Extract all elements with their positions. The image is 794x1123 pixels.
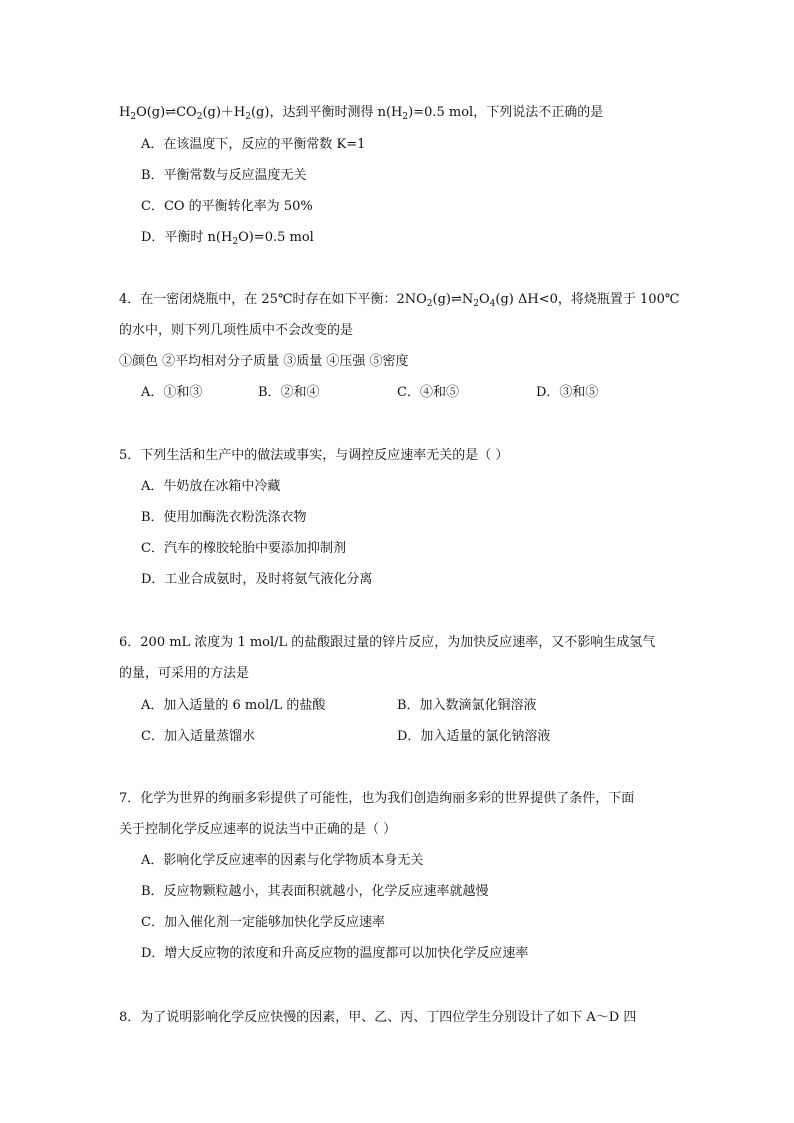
q5-option-d: D．工业合成氨时，及时将氨气液化分离	[141, 572, 373, 587]
q7-stem-line1: 7．化学为世界的绚丽多彩提供了可能性，也为我们创造绚丽多彩的世界提供了条件，下面	[119, 791, 635, 806]
q4-option-b: B．②和④	[258, 385, 320, 400]
q6-stem-line2: 的量，可采用的方法是	[119, 666, 250, 681]
q3-option-b: B．平衡常数与反应温度无关	[141, 168, 307, 183]
q4-option-c: C．④和⑤	[397, 385, 459, 400]
q3-option-c: C．CO 的平衡转化率为 50%	[141, 199, 313, 214]
q4-option-a: A．①和③	[141, 385, 203, 400]
q4-stem-line2: 的水中，则下列几项性质中不会改变的是	[119, 323, 354, 338]
q4-option-d: D．③和⑤	[536, 385, 599, 400]
q6-option-a: A．加入适量的 6 mol/L 的盐酸	[141, 698, 326, 713]
q7-option-b: B．反应物颗粒越小，其表面积就越小，化学反应速率就越慢	[141, 884, 489, 899]
q5-stem: 5．下列生活和生产中的做法或事实，与调控反应速率无关的是（ ）	[119, 448, 509, 463]
q7-option-c: C．加入催化剂一定能够加快化学反应速率	[141, 915, 385, 930]
q3-option-d: D．平衡时 $n(H_2O)=0.5$ mol	[141, 230, 314, 247]
q3-stem: $H_2O(g)\rightleftharpoons CO_2(g)+H_2(g)$，达到平衡时测得 $n(H_2)=0.5$ mol，下列说法不正确的是	[119, 105, 604, 122]
q3-option-a: A．在该温度下，反应的平衡常数 K=1	[141, 137, 366, 152]
q7-option-a: A．影响化学反应速率的因素与化学物质本身无关	[141, 853, 424, 868]
q4-properties-list: ①颜色 ②平均相对分子质量 ③质量 ④压强 ⑤密度	[119, 354, 409, 369]
q6-option-b: B．加入数滴氯化铜溶液	[397, 698, 537, 713]
q6-stem-line1: 6．200 mL 浓度为 1 mol/L 的盐酸跟过量的锌片反应，为加快反应速率，又不影响生成氢气	[119, 635, 656, 650]
q8-stem-line1: 8．为了说明影响化学反应快慢的因素，甲、乙、丙、丁四位学生分别设计了如下 A～D 四	[119, 1010, 637, 1025]
q6-option-d: D．加入适量的氯化钠溶液	[397, 729, 551, 744]
q4-stem-line1: 4．在一密闭烧瓶中，在 25℃时存在如下平衡：$2NO_2(g)\rightleftharpoons N_2O_4(g)$ ΔH<0，将烧瓶置于 100℃	[119, 292, 680, 309]
q6-option-c: C．加入适量蒸馏水	[141, 729, 255, 744]
q5-option-a: A．牛奶放在冰箱中冷藏	[141, 479, 281, 494]
q5-option-c: C．汽车的橡胶轮胎中要添加抑制剂	[141, 541, 346, 556]
q7-option-d: D．增大反应物的浓度和升高反应物的温度都可以加快化学反应速率	[141, 946, 529, 961]
q5-option-b: B．使用加酶洗衣粉洗涤衣物	[141, 510, 307, 525]
q7-stem-line2: 关于控制化学反应速率的说法当中正确的是（ ）	[119, 822, 397, 837]
